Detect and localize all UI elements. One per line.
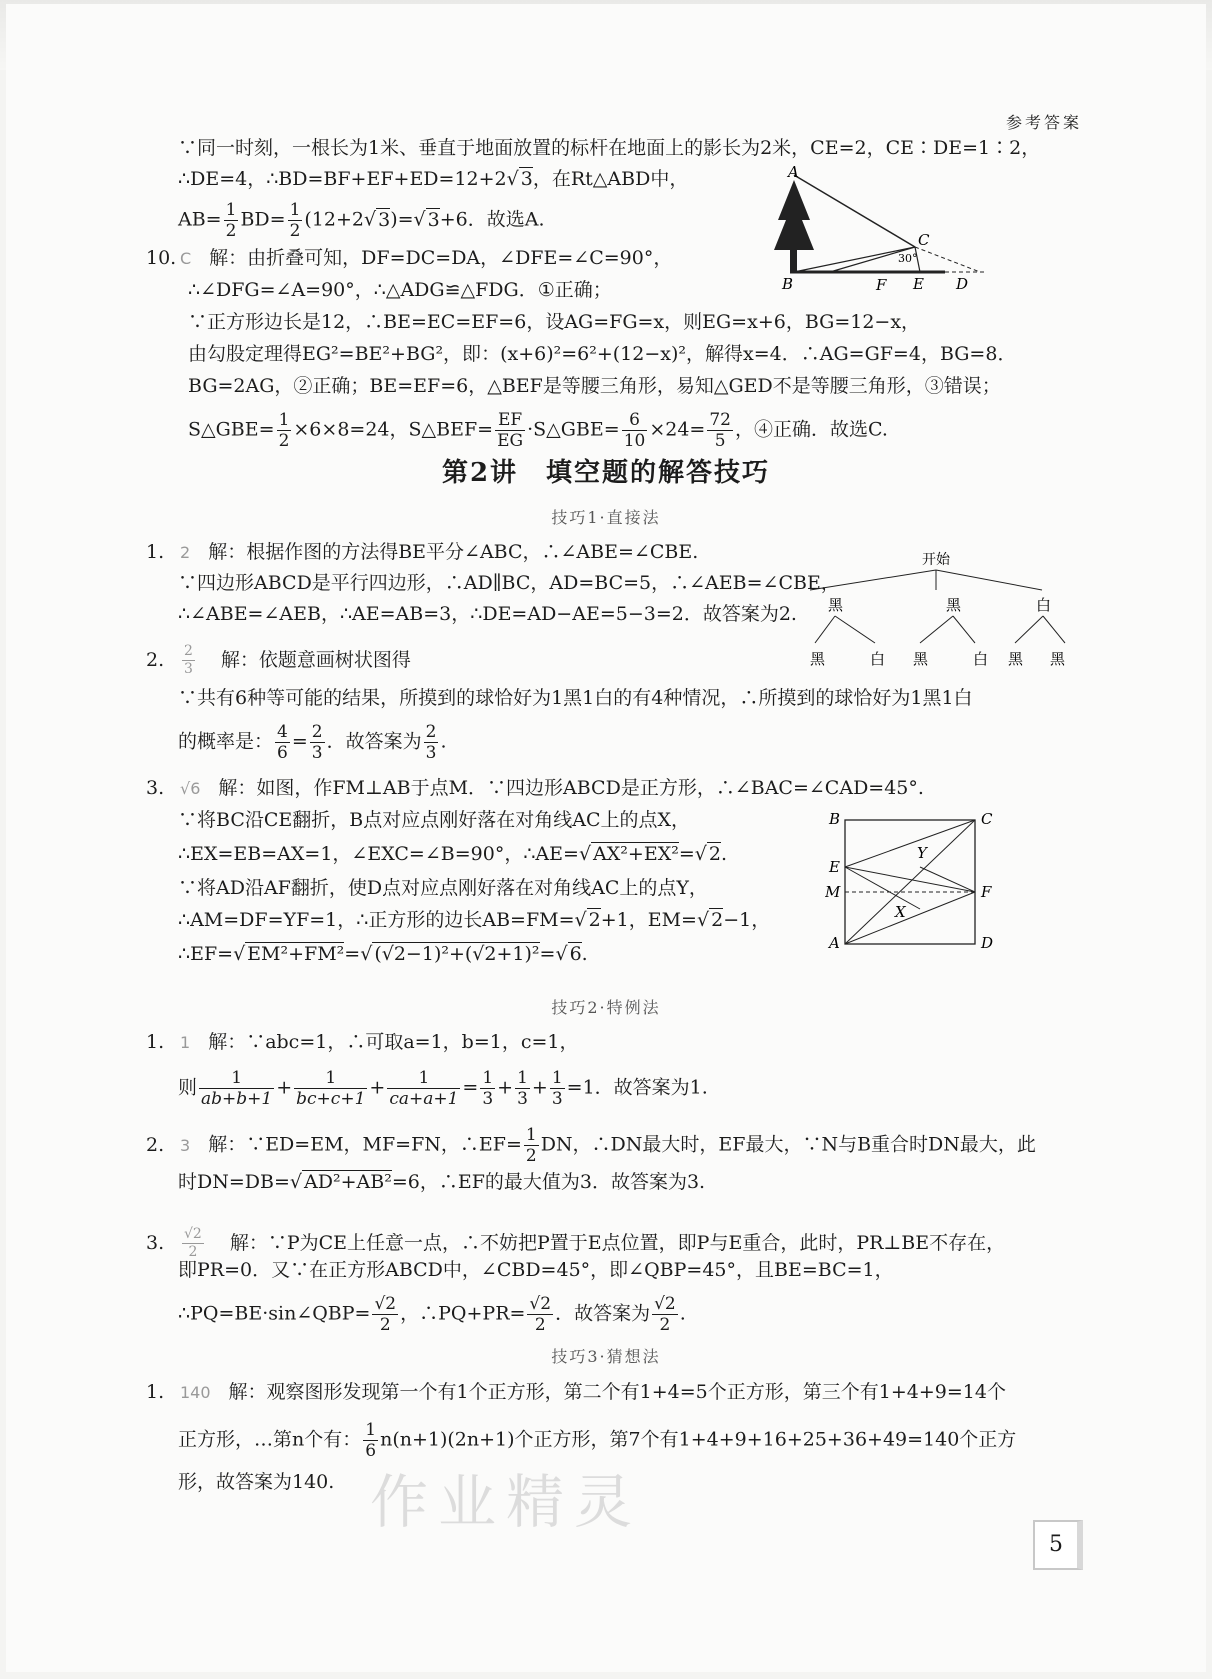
label-Y: Y: [917, 844, 927, 862]
text-line: ∵将AD沿AF翻折，使D点对应点刚好落在对角线AC上的点Y，: [178, 877, 708, 899]
skill2-question-1: 1. 1 解：∵abc=1，∴可取a=1，b=1，c=1，: [146, 1031, 579, 1053]
label-F: F: [981, 883, 992, 901]
page-header: 参考答案: [1005, 113, 1082, 132]
text-line: ∵共有6种等可能的结果，所摸到的球恰好为1黑1白的有4种情况，∴所摸到的球恰好为1黑1白: [178, 687, 973, 709]
text-line: 即PR=0．又∵在正方形ABCD中，∠CBD=45°，即∠QBP=45°，且BE=BC=1，: [178, 1259, 894, 1281]
tree-node: 白: [1036, 596, 1052, 614]
text-line: ∵将BC沿CE翻折，B点对应点刚好落在对角线AC上的点X，: [178, 809, 691, 831]
tree-leaf: 黑: [913, 650, 929, 668]
text-line: 的概率是： $\frac{4}{6}$ = $\frac{2}{3}$ ．故答案为 $\frac{2}{3}$ .: [178, 722, 447, 763]
text-line: ∵正方形边长是12，∴BE=EC=EF=6，设AG=FG=x，则EG=x+6，BG=12−x，: [188, 311, 921, 333]
skill-heading: 技巧2·特例法: [551, 998, 661, 1017]
text-line: ∴∠ABE=∠AEB，∴AE=AB=3，∴DE=AD−AE=5−3=2．故答案为2.: [178, 603, 797, 625]
tree-node: 黑: [946, 596, 962, 614]
label-D: D: [956, 275, 969, 293]
skill-heading: 技巧1·直接法: [551, 508, 661, 527]
label-A: A: [788, 165, 799, 181]
skill2-question-3: 3. $\frac{√2}{2}$ 解：∵P为CE上任意一点，∴不妨把P置于E点位置，即P与E重合，此时，PR⊥BE不存在，: [146, 1226, 1006, 1260]
tree-icon: [774, 180, 814, 250]
text-line: AB= $\frac{1}{2}$ BD= $\frac{1}{2}$ (12+2√ 3)=√ 3+6．故选A.: [178, 200, 545, 241]
tree-leaf: 黑: [810, 650, 826, 668]
label-C: C: [981, 812, 993, 828]
text-line: BG=2AG，②正确；BE=EF=6，△BEF是等腰三角形，易知△GED不是等腰三角形，③错误；: [188, 375, 1001, 397]
tree-shadow-figure: [770, 165, 995, 295]
text-line: 由勾股定理得EG²=BE²+BG²，即：(x+6)²=6²+(12−x)²，解得x=4．∴AG=GF=4，BG=8．: [188, 343, 1017, 365]
text-line: ∴EF=√ EM²+FM²=√ (√2−1)²+(√2+1)²=√ 6.: [178, 943, 588, 965]
watermark: 作业精灵: [370, 1468, 643, 1536]
text-line: ∵同一时刻，一根长为1米、垂直于地面放置的标杆在地面上的影长为2米，CE=2，CE∶DE=1∶2，: [178, 137, 1041, 159]
text-line: 时DN=DB=√ AD²+AB²=6，∴EF的最大值为3．故答案为3.: [178, 1171, 706, 1193]
section-title: 第2讲 填空题的解答技巧: [441, 458, 771, 488]
label-X: X: [895, 903, 906, 921]
label-angle: 30°: [898, 252, 918, 265]
skill1-question-3: 3. √6 解：如图，作FM⊥AB于点M．∵四边形ABCD是正方形，∴∠BAC=∠CAD=45°.: [146, 777, 924, 799]
page-number: 5: [1033, 1520, 1083, 1570]
text-line: ∴DE=4，∴BD=BF+EF+ED=12+2√ 3，在Rt△ABD中，: [178, 168, 689, 190]
label-A: A: [829, 934, 840, 950]
label-M: M: [825, 883, 841, 901]
tree-leaf: 黑: [1008, 650, 1024, 668]
probability-tree-diagram: [810, 548, 1070, 673]
label-C: C: [918, 231, 930, 249]
tree-root: 开始: [922, 552, 950, 568]
label-E: E: [913, 275, 924, 293]
skill1-question-1: 1. 2 解：根据作图的方法得BE平分∠ABC，∴∠ABE=∠CBE.: [146, 541, 699, 563]
label-D: D: [981, 934, 994, 950]
skill-heading: 技巧3·猜想法: [551, 1347, 661, 1366]
text-line: ∵四边形ABCD是平行四边形，∴AD∥BC，AD=BC=5，∴∠AEB=∠CBE，: [178, 572, 840, 594]
label-F: F: [876, 276, 887, 294]
text-line: 形，故答案为140.: [178, 1471, 335, 1493]
text-line: ∴AM=DF=YF=1，∴正方形的边长AB=FM=√ 2+1，EM=√ 2−1，: [178, 909, 771, 931]
tree-node: 黑: [828, 596, 844, 614]
label-E: E: [829, 858, 840, 876]
text-line: S△GBE= $\frac{1}{2}$ ×6×8=24，S△BEF= $\frac{EF}{EG}$ ·S△GBE= $\frac{6}{10}$ ×24= $\frac{72}{5}$ ，④正确．故选C.: [188, 410, 888, 451]
text-line: ∴EX=EB=AX=1，∠EXC=∠B=90°，∴AE=√ AX²+EX²=√ 2.: [178, 843, 728, 865]
skill2-question-2: 2. 3 解：∵ED=EM，MF=FN，∴EF= $\frac{1}{2}$ DN，∴DN最大时，EF最大，∵N与B重合时DN最大，此: [146, 1125, 1036, 1166]
question-10: 10. C 解：由折叠可知，DF=DC=DA，∠DFE=∠C=90°，: [146, 247, 673, 269]
skill1-question-2: 2. $\frac{2}{3}$ 解：依题意画树状图得: [146, 643, 411, 677]
text-line: ∴PQ=BE·sin∠QBP= $\frac{√2}{2}$ ，∴PQ+PR= $\frac{√2}{2}$ ．故答案为 $\frac{√2}{2}$ .: [178, 1294, 686, 1335]
tree-leaf: 白: [870, 650, 886, 668]
square-figure: [825, 812, 995, 950]
text-line: ∴∠DFG=∠A=90°，∴△ADG≌△FDG．①正确；: [188, 279, 612, 301]
label-B: B: [829, 812, 841, 828]
tree-leaf: 白: [973, 650, 989, 668]
text-line: 则 $\frac{1}{ab+b+1}$ + $\frac{1}{bc+c+1}$ + $\frac{1}{ca+a+1}$ = $\frac{1}{3}$ + $\frac{1}{3}$ + $\frac{1}{3}$ =1．故答案为1.: [178, 1068, 708, 1109]
skill3-question-1: 1. 140 解：观察图形发现第一个有1个正方形，第二个有1+4=5个正方形，第三个有1+4+9=14个: [146, 1381, 1006, 1403]
text-line: 正方形，…第n个有： $\frac{1}{6}$ n(n+1)(2n+1)个正方形，第7个有1+4+9+16+25+36+49=140个正方: [178, 1420, 1017, 1461]
label-B: B: [782, 275, 794, 293]
tree-leaf: 黑: [1050, 650, 1066, 668]
tree-trunk: [790, 250, 797, 272]
